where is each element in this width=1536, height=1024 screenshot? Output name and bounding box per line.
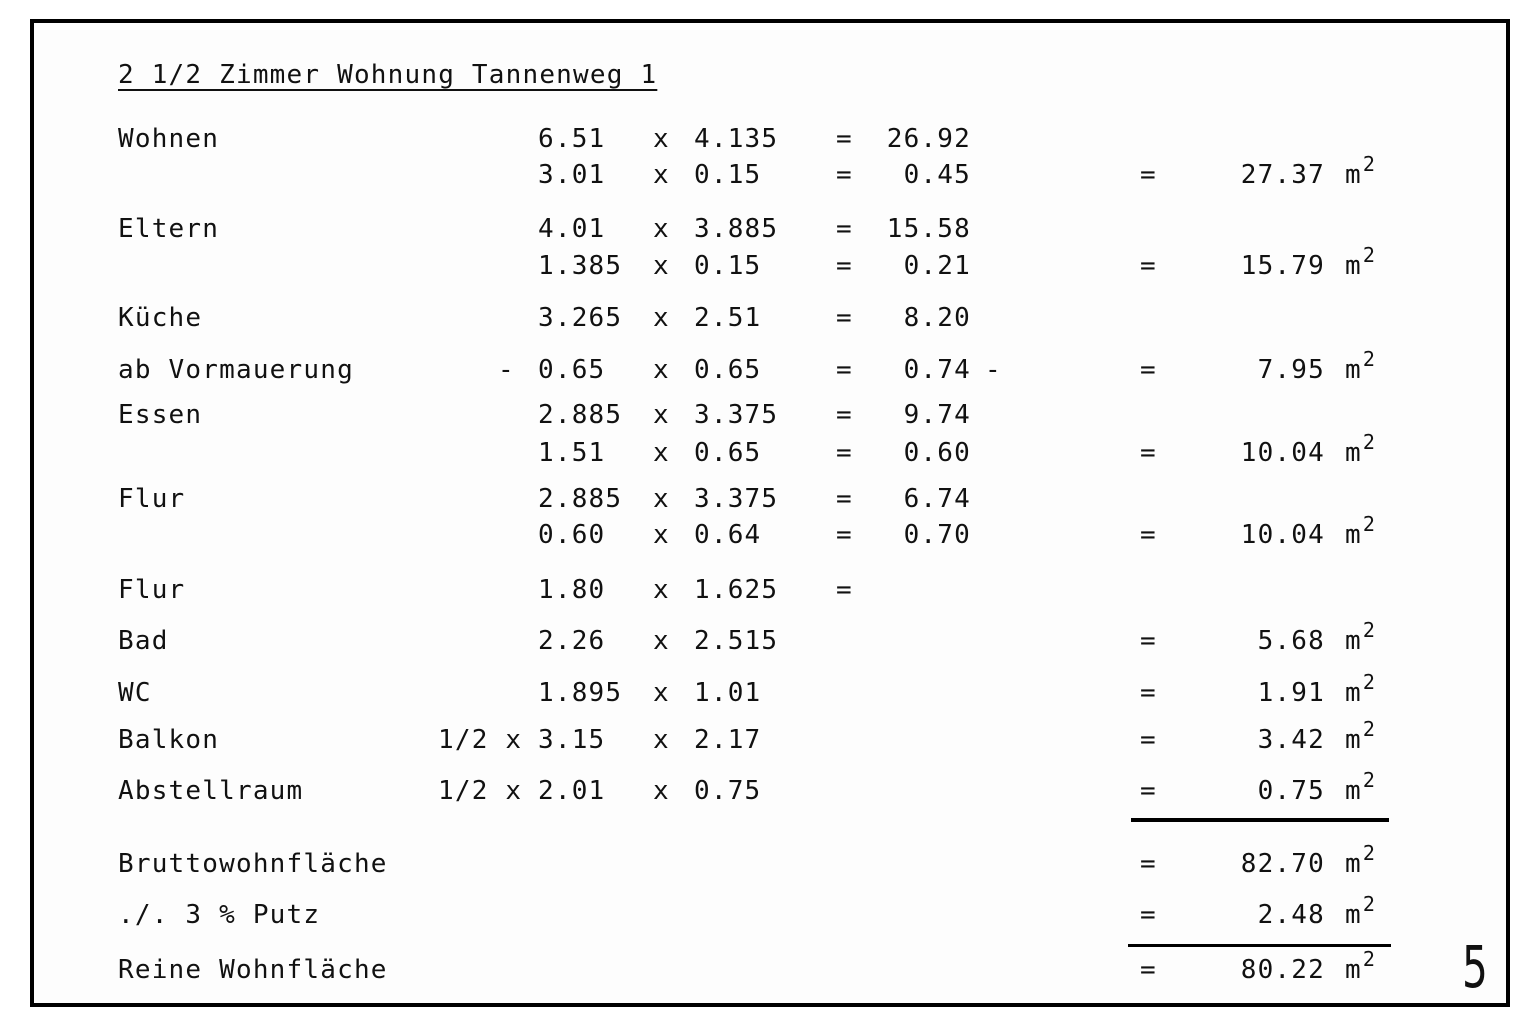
dimension-a: 3.15 (538, 725, 606, 755)
unit-m2 (1345, 347, 1377, 385)
unit-m2 (1345, 152, 1377, 190)
dimension-a: 1.80 (538, 575, 606, 605)
unit-symbol: m (1345, 955, 1362, 985)
total-equals-sign: = (1140, 251, 1157, 281)
total-equals-sign: = (1140, 725, 1157, 755)
dimension-a: 2.01 (538, 776, 606, 806)
summary-label: Bruttowohnfläche (118, 849, 388, 879)
equals-sign: = (836, 484, 853, 514)
room-label: Flur (118, 484, 186, 514)
dimension-a: 0.60 (538, 520, 606, 550)
dimension-b: 3.375 (694, 484, 779, 514)
dimension-b: 2.17 (694, 725, 762, 755)
total-equals-sign: = (1140, 520, 1157, 550)
unit-exponent: 2 (1362, 243, 1377, 267)
unit-exponent: 2 (1362, 512, 1377, 536)
unit-exponent: 2 (1362, 430, 1377, 454)
room-label: Flur (118, 575, 186, 605)
summary-equals-sign: = (1140, 849, 1157, 879)
unit-exponent: 2 (1362, 768, 1377, 792)
multiply-sign: x (653, 484, 670, 514)
factor-half: 1/2 x (438, 776, 523, 806)
dimension-b: 3.885 (694, 214, 779, 244)
equals-sign: = (836, 355, 853, 385)
multiply-sign: x (653, 678, 670, 708)
equals-sign: = (836, 124, 853, 154)
multiply-sign: x (653, 355, 670, 385)
unit-symbol: m (1345, 678, 1362, 708)
subtotal-rule (1131, 818, 1389, 822)
unit-exponent: 2 (1362, 618, 1377, 642)
total-equals-sign: = (1140, 438, 1157, 468)
multiply-sign: x (653, 575, 670, 605)
unit-symbol: m (1345, 849, 1362, 879)
dimension-a: 3.265 (538, 303, 623, 333)
partial-area: 8.20 (903, 303, 971, 333)
dimension-b: 0.65 (694, 355, 762, 385)
unit-symbol: m (1345, 355, 1362, 385)
unit-m2 (1345, 670, 1377, 708)
summary-total: 2.48 (1257, 900, 1325, 930)
multiply-sign: x (653, 438, 670, 468)
room-label: Essen (118, 400, 203, 430)
total-equals-sign: = (1140, 776, 1157, 806)
unit-symbol: m (1345, 725, 1362, 755)
unit-symbol: m (1345, 251, 1362, 281)
room-label: Wohnen (118, 124, 220, 154)
subtract-marker: - (985, 355, 1002, 385)
unit-symbol: m (1345, 900, 1362, 930)
room-label: Balkon (118, 725, 220, 755)
dimension-b: 0.65 (694, 438, 762, 468)
dimension-b: 4.135 (694, 124, 779, 154)
room-area-total: 0.75 (1257, 776, 1325, 806)
dimension-b: 1.625 (694, 575, 779, 605)
dimension-a: 1.385 (538, 251, 623, 281)
multiply-sign: x (653, 776, 670, 806)
equals-sign: = (836, 400, 853, 430)
dimension-a: 6.51 (538, 124, 606, 154)
multiply-sign: x (653, 400, 670, 430)
summary-total: 82.70 (1240, 849, 1325, 879)
equals-sign: = (836, 575, 853, 605)
page-number: 5 (1462, 933, 1488, 1001)
unit-exponent: 2 (1362, 947, 1377, 971)
room-label: Eltern (118, 214, 220, 244)
unit-m2 (1345, 430, 1377, 468)
unit-m2 (1345, 841, 1377, 879)
partial-area: 0.60 (903, 438, 971, 468)
multiply-sign: x (653, 124, 670, 154)
equals-sign: = (836, 214, 853, 244)
unit-m2 (1345, 512, 1377, 550)
room-label: Bad (118, 626, 169, 656)
multiply-sign: x (653, 626, 670, 656)
room-label: WC (118, 678, 152, 708)
room-area-total: 7.95 (1257, 355, 1325, 385)
room-label: Abstellraum (118, 776, 304, 806)
unit-symbol: m (1345, 626, 1362, 656)
total-equals-sign: = (1140, 626, 1157, 656)
unit-exponent: 2 (1362, 670, 1377, 694)
dimension-a: 3.01 (538, 160, 606, 190)
dimension-b: 0.75 (694, 776, 762, 806)
subtract-sign: - (498, 355, 515, 385)
multiply-sign: x (653, 214, 670, 244)
total-equals-sign: = (1140, 355, 1157, 385)
factor-half: 1/2 x (438, 725, 523, 755)
dimension-a: 4.01 (538, 214, 606, 244)
dimension-a: 1.895 (538, 678, 623, 708)
unit-m2 (1345, 768, 1377, 806)
room-label: Küche (118, 303, 203, 333)
dimension-b: 0.64 (694, 520, 762, 550)
unit-m2 (1345, 243, 1377, 281)
unit-symbol: m (1345, 520, 1362, 550)
document-title: 2 1/2 Zimmer Wohnung Tannenweg 1 (118, 60, 658, 90)
multiply-sign: x (653, 520, 670, 550)
equals-sign: = (836, 303, 853, 333)
partial-area: 9.74 (903, 400, 971, 430)
total-equals-sign: = (1140, 160, 1157, 190)
room-area-total: 3.42 (1257, 725, 1325, 755)
dimension-b: 2.515 (694, 626, 779, 656)
dimension-b: 0.15 (694, 251, 762, 281)
dimension-a: 2.26 (538, 626, 606, 656)
unit-exponent: 2 (1362, 347, 1377, 371)
room-area-total: 5.68 (1257, 626, 1325, 656)
multiply-sign: x (653, 303, 670, 333)
summary-equals-sign: = (1140, 900, 1157, 930)
summary-label: Reine Wohnfläche (118, 955, 388, 985)
total-equals-sign: = (1140, 678, 1157, 708)
dimension-a: 0.65 (538, 355, 606, 385)
summary-total: 80.22 (1240, 955, 1325, 985)
dimension-b: 0.15 (694, 160, 762, 190)
room-label: ab Vormauerung (118, 355, 354, 385)
equals-sign: = (836, 251, 853, 281)
unit-exponent: 2 (1362, 152, 1377, 176)
room-area-total: 15.79 (1240, 251, 1325, 281)
partial-area: 0.45 (903, 160, 971, 190)
unit-m2 (1345, 717, 1377, 755)
partial-area: 0.70 (903, 520, 971, 550)
total-rule (1128, 944, 1391, 947)
dimension-b: 1.01 (694, 678, 762, 708)
partial-area: 26.92 (886, 124, 971, 154)
unit-m2 (1345, 618, 1377, 656)
equals-sign: = (836, 520, 853, 550)
room-area-total: 10.04 (1240, 438, 1325, 468)
unit-exponent: 2 (1362, 717, 1377, 741)
room-area-total: 27.37 (1240, 160, 1325, 190)
unit-symbol: m (1345, 160, 1362, 190)
room-area-total: 10.04 (1240, 520, 1325, 550)
multiply-sign: x (653, 725, 670, 755)
unit-exponent: 2 (1362, 841, 1377, 865)
partial-area: 15.58 (886, 214, 971, 244)
equals-sign: = (836, 160, 853, 190)
partial-area: 0.21 (903, 251, 971, 281)
equals-sign: = (836, 438, 853, 468)
unit-exponent: 2 (1362, 892, 1377, 916)
dimension-a: 1.51 (538, 438, 606, 468)
summary-equals-sign: = (1140, 955, 1157, 985)
unit-symbol: m (1345, 776, 1362, 806)
room-area-total: 1.91 (1257, 678, 1325, 708)
dimension-a: 2.885 (538, 484, 623, 514)
multiply-sign: x (653, 160, 670, 190)
unit-symbol: m (1345, 438, 1362, 468)
partial-area: 0.74 (903, 355, 971, 385)
dimension-a: 2.885 (538, 400, 623, 430)
unit-m2 (1345, 892, 1377, 930)
unit-m2 (1345, 947, 1377, 985)
dimension-b: 3.375 (694, 400, 779, 430)
partial-area: 6.74 (903, 484, 971, 514)
dimension-b: 2.51 (694, 303, 762, 333)
summary-label: ./. 3 % Putz (118, 900, 321, 930)
multiply-sign: x (653, 251, 670, 281)
